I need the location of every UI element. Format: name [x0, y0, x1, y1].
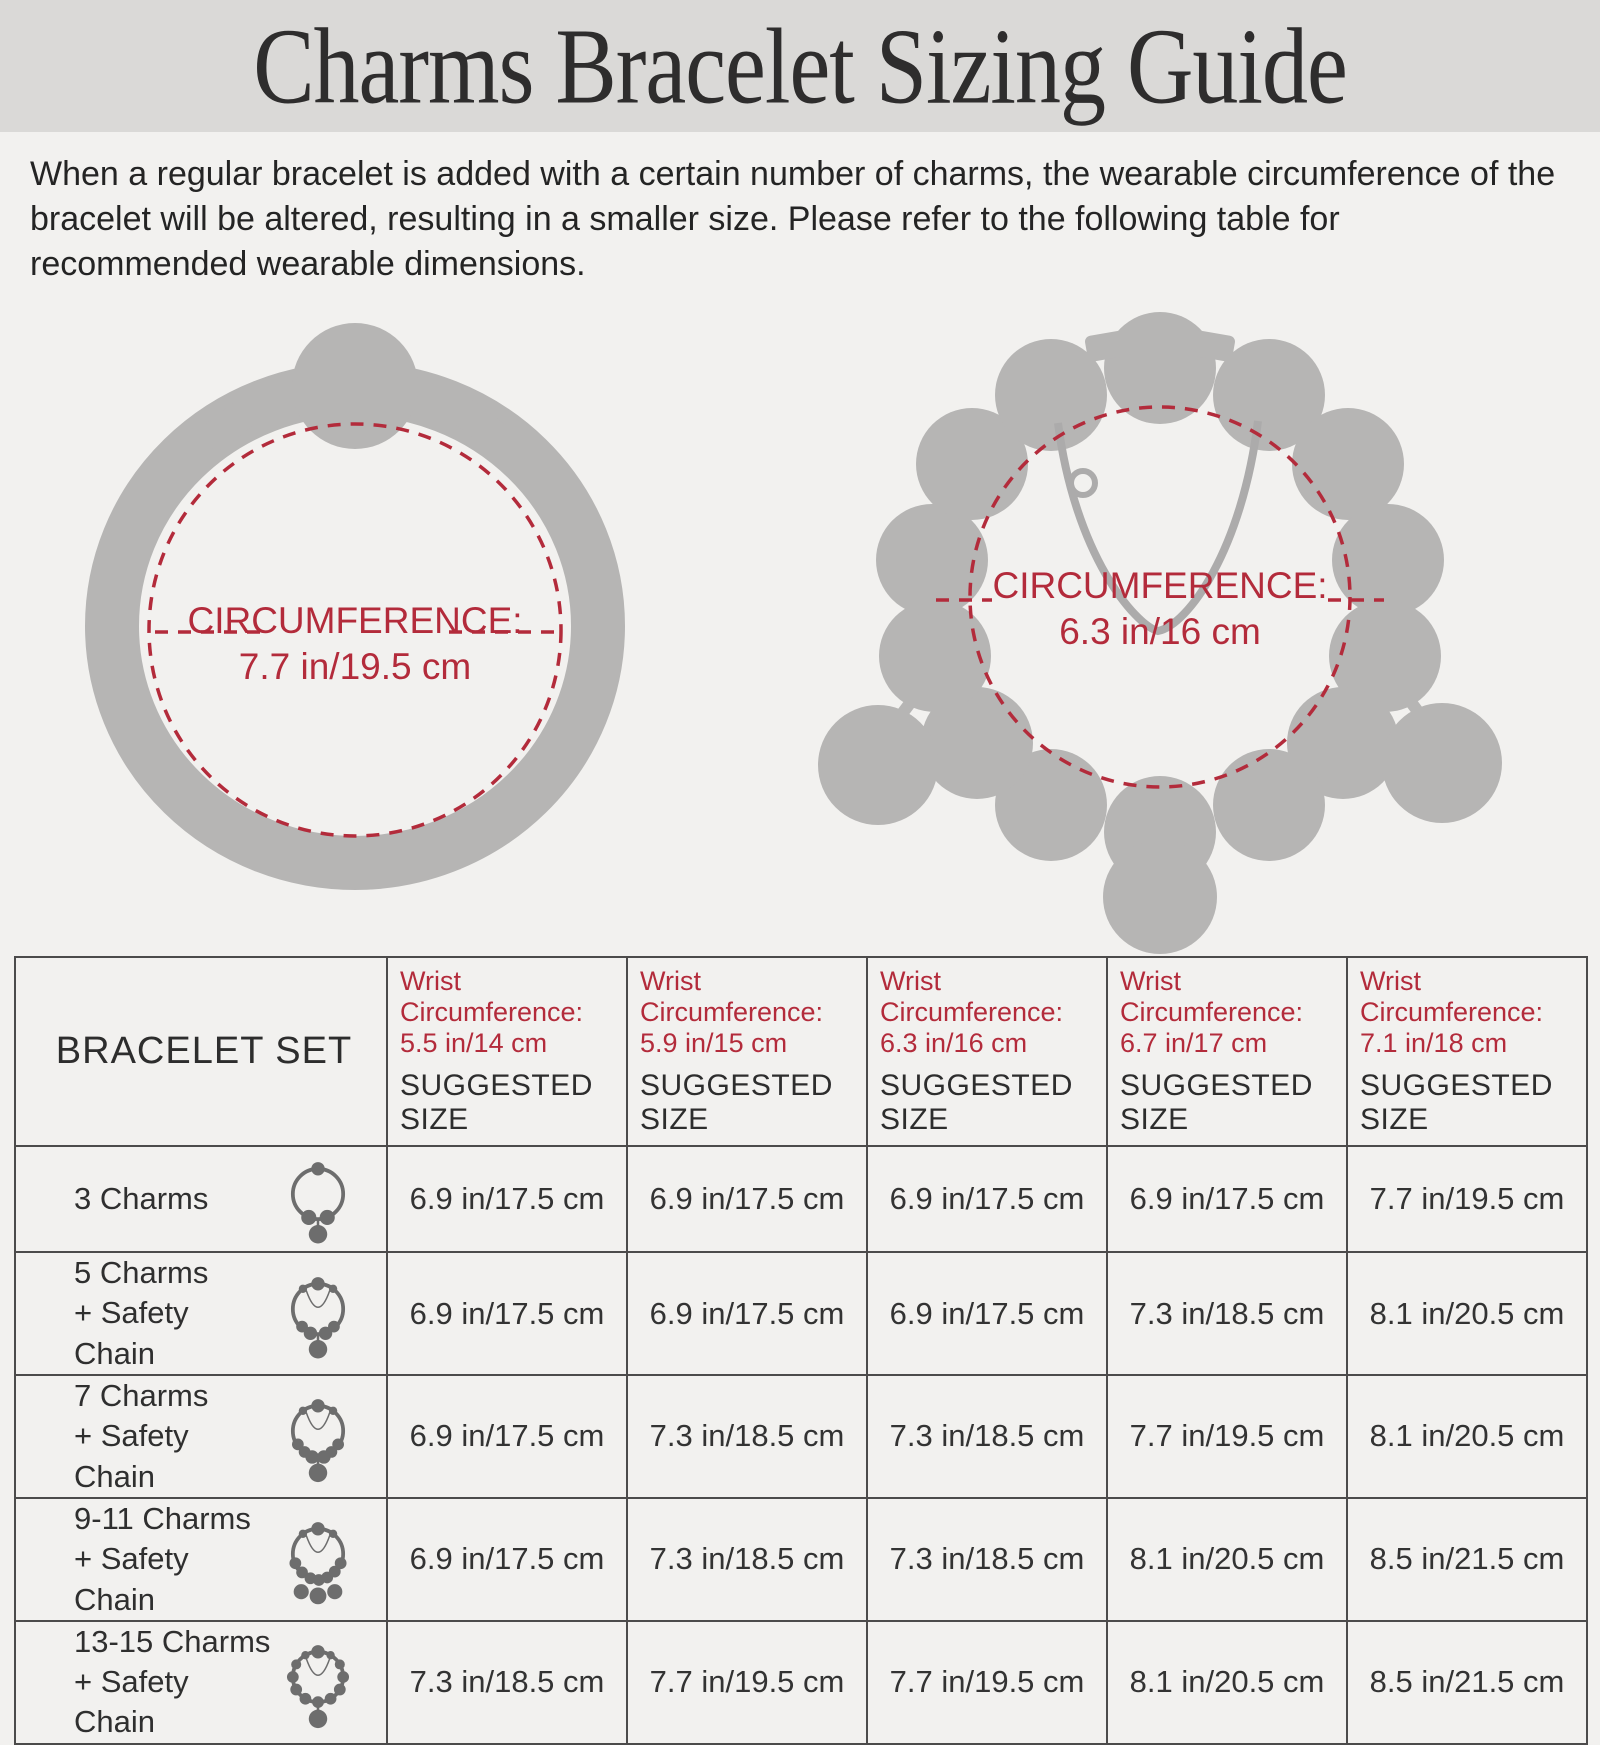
plain-bracelet-figure: [55, 308, 655, 878]
table-header-row: [15, 957, 1587, 1146]
suggested-size-label: SUGGESTED SIZE: [400, 1069, 593, 1137]
set-name: 7 Charms: [74, 1378, 209, 1414]
set-name: 9-11 Charms: [74, 1500, 251, 1536]
set-suffix: + Safety Chain: [74, 1418, 189, 1494]
size-cell: 6.9 in/17.5 cm: [627, 1252, 867, 1375]
bracelet-set-cell: [15, 1621, 387, 1744]
page-title: Charms Bracelet Sizing Guide: [253, 5, 1347, 127]
set-suffix: + Safety Chain: [74, 1541, 189, 1617]
charm-bracelet-icon: [790, 295, 1530, 955]
bracelet-9-11-charms-chain-icon: [276, 1507, 360, 1611]
table-row: [15, 1375, 1587, 1498]
bracelet-3-charms-icon: [276, 1147, 360, 1251]
charm-circumference-label: CIRCUMFERENCE:: [992, 565, 1328, 606]
size-cell: 7.3 in/18.5 cm: [387, 1621, 627, 1744]
bracelet-5-charms-chain-icon: [276, 1262, 360, 1366]
bracelet-set-header: BRACELET SET: [15, 957, 387, 1146]
wrist-circumference-label: Wrist Circumference:: [880, 966, 1064, 1028]
size-cell: 7.7 in/19.5 cm: [627, 1621, 867, 1744]
wrist-circumference-label: Wrist Circumference:: [1120, 966, 1304, 1028]
size-cell: 6.9 in/17.5 cm: [387, 1146, 627, 1252]
size-cell: 6.9 in/17.5 cm: [387, 1498, 627, 1621]
set-name: 3 Charms: [74, 1180, 209, 1216]
bracelet-set-cell: [15, 1375, 387, 1498]
set-suffix: + Safety Chain: [74, 1664, 189, 1740]
wrist-circumference-value: 6.3 in/16 cm: [880, 1028, 1028, 1059]
charm-circumference-value: 6.3 in/16 cm: [1059, 611, 1261, 653]
size-cell: 7.3 in/18.5 cm: [1107, 1252, 1347, 1375]
suggested-size-label: SUGGESTED SIZE: [1120, 1069, 1313, 1137]
size-cell: 7.7 in/19.5 cm: [1107, 1375, 1347, 1498]
intro-text: When a regular bracelet is added with a certain number of charms, the wearable circumference of the bracelet will be altered, resulting in a smaller size. Please refer to the following table for recommended wearable dimensions.: [30, 155, 1556, 283]
size-cell: 8.1 in/20.5 cm: [1347, 1375, 1587, 1498]
suggested-size-label: SUGGESTED SIZE: [880, 1069, 1073, 1137]
column-header-4: [1107, 957, 1347, 1146]
size-cell: 6.9 in/17.5 cm: [1107, 1146, 1347, 1252]
table-row: [15, 1621, 1587, 1744]
bracelet-13-15-charms-chain-icon: [276, 1630, 360, 1734]
size-cell: 7.3 in/18.5 cm: [867, 1375, 1107, 1498]
size-cell: 7.3 in/18.5 cm: [867, 1498, 1107, 1621]
sizing-table: [14, 956, 1588, 1745]
size-cell: 6.9 in/17.5 cm: [387, 1252, 627, 1375]
table-row: [15, 1252, 1587, 1375]
set-name: 13-15 Charms: [74, 1623, 271, 1659]
size-cell: 8.1 in/20.5 cm: [1107, 1498, 1347, 1621]
size-cell: 6.9 in/17.5 cm: [627, 1146, 867, 1252]
size-cell: 8.1 in/20.5 cm: [1107, 1621, 1347, 1744]
size-cell: 7.7 in/19.5 cm: [1347, 1146, 1587, 1252]
column-header-3: [867, 957, 1107, 1146]
suggested-size-label: SUGGESTED SIZE: [640, 1069, 833, 1137]
plain-circumference-value: 7.7 in/19.5 cm: [238, 646, 472, 688]
size-cell: 8.1 in/20.5 cm: [1347, 1252, 1587, 1375]
size-cell: 8.5 in/21.5 cm: [1347, 1498, 1587, 1621]
bracelet-7-charms-chain-icon: [276, 1384, 360, 1488]
column-header-2: [627, 957, 867, 1146]
wrist-circumference-value: 6.7 in/17 cm: [1120, 1028, 1268, 1059]
plain-bracelet-icon: [55, 308, 655, 878]
column-header-5: [1347, 957, 1587, 1146]
wrist-circumference-value: 7.1 in/18 cm: [1360, 1028, 1508, 1059]
bracelet-set-cell: [15, 1146, 387, 1252]
wrist-circumference-label: Wrist Circumference:: [1360, 966, 1544, 1028]
wrist-circumference-label: Wrist Circumference:: [400, 966, 584, 1028]
bracelet-set-cell: [15, 1252, 387, 1375]
column-header-1: [387, 957, 627, 1146]
size-cell: 6.9 in/17.5 cm: [387, 1375, 627, 1498]
wrist-circumference-value: 5.9 in/15 cm: [640, 1028, 788, 1059]
size-cell: 6.9 in/17.5 cm: [867, 1146, 1107, 1252]
size-cell: 7.3 in/18.5 cm: [627, 1498, 867, 1621]
bracelet-set-cell: [15, 1498, 387, 1621]
size-cell: 8.5 in/21.5 cm: [1347, 1621, 1587, 1744]
size-cell: 7.7 in/19.5 cm: [867, 1621, 1107, 1744]
plain-circumference-label: CIRCUMFERENCE:: [187, 600, 523, 641]
table-row: [15, 1146, 1587, 1252]
charm-bracelet-figure: [790, 295, 1530, 955]
wrist-circumference-value: 5.5 in/14 cm: [400, 1028, 548, 1059]
size-cell: 7.3 in/18.5 cm: [627, 1375, 867, 1498]
set-suffix: + Safety Chain: [74, 1295, 189, 1371]
table-row: [15, 1498, 1587, 1621]
suggested-size-label: SUGGESTED SIZE: [1360, 1069, 1553, 1137]
wrist-circumference-label: Wrist Circumference:: [640, 966, 824, 1028]
size-cell: 6.9 in/17.5 cm: [867, 1252, 1107, 1375]
header-band: [0, 0, 1600, 132]
set-name: 5 Charms: [74, 1255, 209, 1291]
